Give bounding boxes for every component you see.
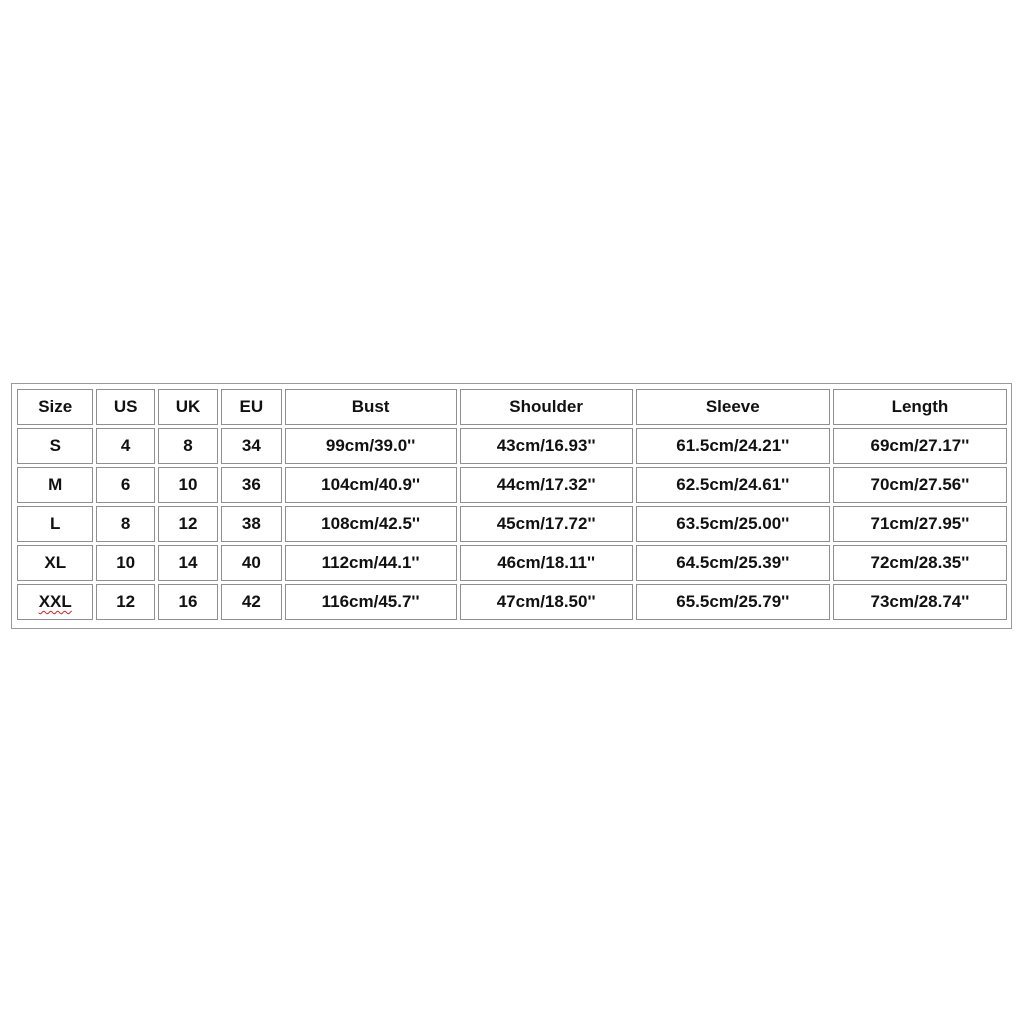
cell-shoulder: 47cm/18.50'' bbox=[460, 584, 633, 620]
header-us: US bbox=[96, 389, 154, 425]
cell-shoulder: 45cm/17.72'' bbox=[460, 506, 633, 542]
cell-us: 8 bbox=[96, 506, 154, 542]
cell-us: 4 bbox=[96, 428, 154, 464]
table-row bbox=[17, 506, 1007, 542]
cell-length: 71cm/27.95'' bbox=[833, 506, 1007, 542]
header-sleeve: Sleeve bbox=[636, 389, 830, 425]
header-bust: Bust bbox=[285, 389, 457, 425]
cell-size: M bbox=[17, 467, 93, 503]
cell-bust: 112cm/44.1'' bbox=[285, 545, 457, 581]
cell-length: 70cm/27.56'' bbox=[833, 467, 1007, 503]
cell-us: 12 bbox=[96, 584, 154, 620]
header-uk: UK bbox=[158, 389, 218, 425]
table-row bbox=[17, 545, 1007, 581]
size-table bbox=[14, 386, 1010, 623]
cell-size: XL bbox=[17, 545, 93, 581]
size-xxl-label: XXL bbox=[38, 592, 72, 611]
cell-us: 6 bbox=[96, 467, 154, 503]
cell-sleeve: 61.5cm/24.21'' bbox=[636, 428, 830, 464]
cell-uk: 14 bbox=[158, 545, 218, 581]
cell-length: 72cm/28.35'' bbox=[833, 545, 1007, 581]
cell-eu: 42 bbox=[221, 584, 281, 620]
cell-size: L bbox=[17, 506, 93, 542]
table-row bbox=[17, 428, 1007, 464]
table-row bbox=[17, 584, 1007, 620]
cell-sleeve: 65.5cm/25.79'' bbox=[636, 584, 830, 620]
cell-sleeve: 62.5cm/24.61'' bbox=[636, 467, 830, 503]
header-row bbox=[17, 389, 1007, 425]
cell-us: 10 bbox=[96, 545, 154, 581]
cell-bust: 104cm/40.9'' bbox=[285, 467, 457, 503]
header-length: Length bbox=[833, 389, 1007, 425]
cell-shoulder: 43cm/16.93'' bbox=[460, 428, 633, 464]
cell-bust: 99cm/39.0'' bbox=[285, 428, 457, 464]
header-size: Size bbox=[17, 389, 93, 425]
cell-sleeve: 63.5cm/25.00'' bbox=[636, 506, 830, 542]
cell-uk: 10 bbox=[158, 467, 218, 503]
cell-eu: 34 bbox=[221, 428, 281, 464]
header-shoulder: Shoulder bbox=[460, 389, 633, 425]
cell-eu: 40 bbox=[221, 545, 281, 581]
cell-bust: 116cm/45.7'' bbox=[285, 584, 457, 620]
cell-eu: 36 bbox=[221, 467, 281, 503]
cell-uk: 16 bbox=[158, 584, 218, 620]
header-eu: EU bbox=[221, 389, 281, 425]
cell-sleeve: 64.5cm/25.39'' bbox=[636, 545, 830, 581]
cell-length: 73cm/28.74'' bbox=[833, 584, 1007, 620]
size-chart bbox=[11, 383, 1012, 629]
cell-size bbox=[17, 584, 93, 620]
cell-shoulder: 46cm/18.11'' bbox=[460, 545, 633, 581]
cell-uk: 8 bbox=[158, 428, 218, 464]
cell-size: S bbox=[17, 428, 93, 464]
table-row bbox=[17, 467, 1007, 503]
cell-eu: 38 bbox=[221, 506, 281, 542]
cell-bust: 108cm/42.5'' bbox=[285, 506, 457, 542]
cell-length: 69cm/27.17'' bbox=[833, 428, 1007, 464]
cell-uk: 12 bbox=[158, 506, 218, 542]
cell-shoulder: 44cm/17.32'' bbox=[460, 467, 633, 503]
